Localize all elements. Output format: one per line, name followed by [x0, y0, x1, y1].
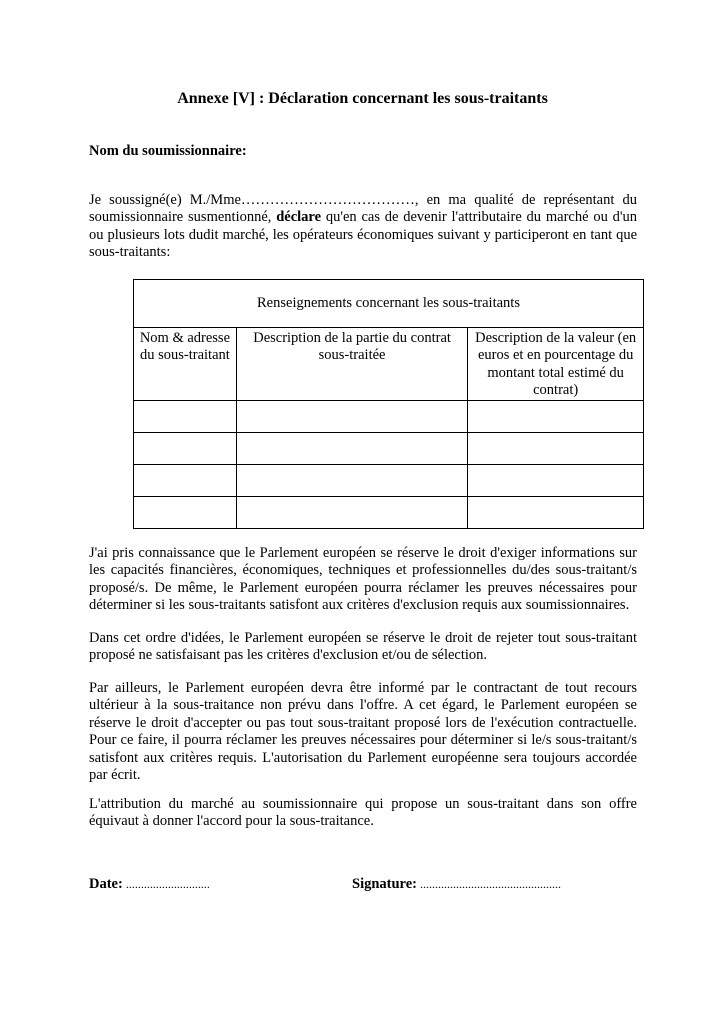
signature-dots[interactable]: ............................................... — [417, 877, 561, 891]
declaration-text-before: Je soussigné(e) M./Mme………………………………, en ma qualité de représentant du soumissionnaire susmentionné, — [89, 192, 637, 226]
signature-label: Signature: — [352, 876, 417, 892]
date-dots[interactable]: ............................ — [122, 877, 210, 891]
declaration-text-after: qu'en cas de devenir l'attributaire du marché ou d'un ou plusieurs lots dudit marché, les opérateurs économiques suivant y participeront en tant que sous-traitants: — [89, 209, 637, 261]
table-cell[interactable] — [236, 497, 467, 529]
table-cell[interactable] — [134, 433, 237, 465]
table-cell[interactable] — [134, 401, 237, 433]
table-row — [134, 401, 644, 433]
date-field — [89, 876, 210, 893]
table-cell[interactable] — [236, 465, 467, 497]
table-cell[interactable] — [134, 465, 237, 497]
info-paragraph: J'ai pris connaissance que le Parlement européen se réserve le droit d'exiger informations sur les capacités financières, économiques, techniques et professionnelles du/des sous-traitant/s proposé/s. De même, le Parlement européen pourra réclamer les preuves nécessaires pour déterminer si les sous-traitants satisfont aux critères d'exclusion requis aux soumissionnaires. — [89, 545, 637, 614]
table-row — [134, 497, 644, 529]
header-value-description: Description de la valeur (en euros et en pourcentage du montant total estimé du contrat) — [468, 328, 644, 401]
rejection-paragraph: Dans cet ordre d'idées, le Parlement européen se réserve le droit de rejeter tout sous-traitant proposé ne satisfaisant pas les critères d'exclusion et/ou de sélection. — [89, 630, 637, 664]
subcontractors-table — [133, 279, 644, 529]
table-cell[interactable] — [468, 433, 644, 465]
table-cell[interactable] — [134, 497, 237, 529]
date-label: Date: — [89, 876, 123, 892]
bidder-name-label: Nom du soumissionnaire: — [89, 143, 247, 159]
header-name-address: Nom & adresse du sous-traitant — [134, 328, 237, 401]
table-cell[interactable] — [236, 401, 467, 433]
table-row — [134, 465, 644, 497]
table-caption: Renseignements concernant les sous-traitants — [134, 280, 644, 328]
table-row — [134, 433, 644, 465]
signature-field — [352, 876, 561, 893]
subsequent-subcontracting-paragraph: Par ailleurs, le Parlement européen devra être informé par le contractant de tout recours ultérieur à la sous-traitance non prévu dans l'offre. A cet égard, le Parlement européen se réserve le droit d'accepter ou pas tout sous-traitant proposé lors de l'exécution contractuelle. Pour ce faire, il pourra réclamer les preuves nécessaires pour déterminer si le/s sous-traitant/s satisfont aux critères requis. L'autorisation du Parlement européenne sera toujours accordée par écrit. — [89, 680, 637, 784]
page-title: Annexe [V] : Déclaration concernant les sous-traitants — [177, 90, 548, 107]
table-cell[interactable] — [468, 465, 644, 497]
declaration-bold-word: déclare — [276, 209, 322, 226]
table-header-row — [134, 328, 644, 401]
header-part-description: Description de la partie du contrat sous-traitée — [236, 328, 467, 401]
table-cell[interactable] — [236, 433, 467, 465]
table-cell[interactable] — [468, 401, 644, 433]
declaration-paragraph — [89, 192, 637, 262]
award-paragraph: L'attribution du marché au soumissionnaire qui propose un sous-traitant dans son offre équivaut à donner l'accord pour la sous-traitance. — [89, 796, 637, 830]
table-cell[interactable] — [468, 497, 644, 529]
